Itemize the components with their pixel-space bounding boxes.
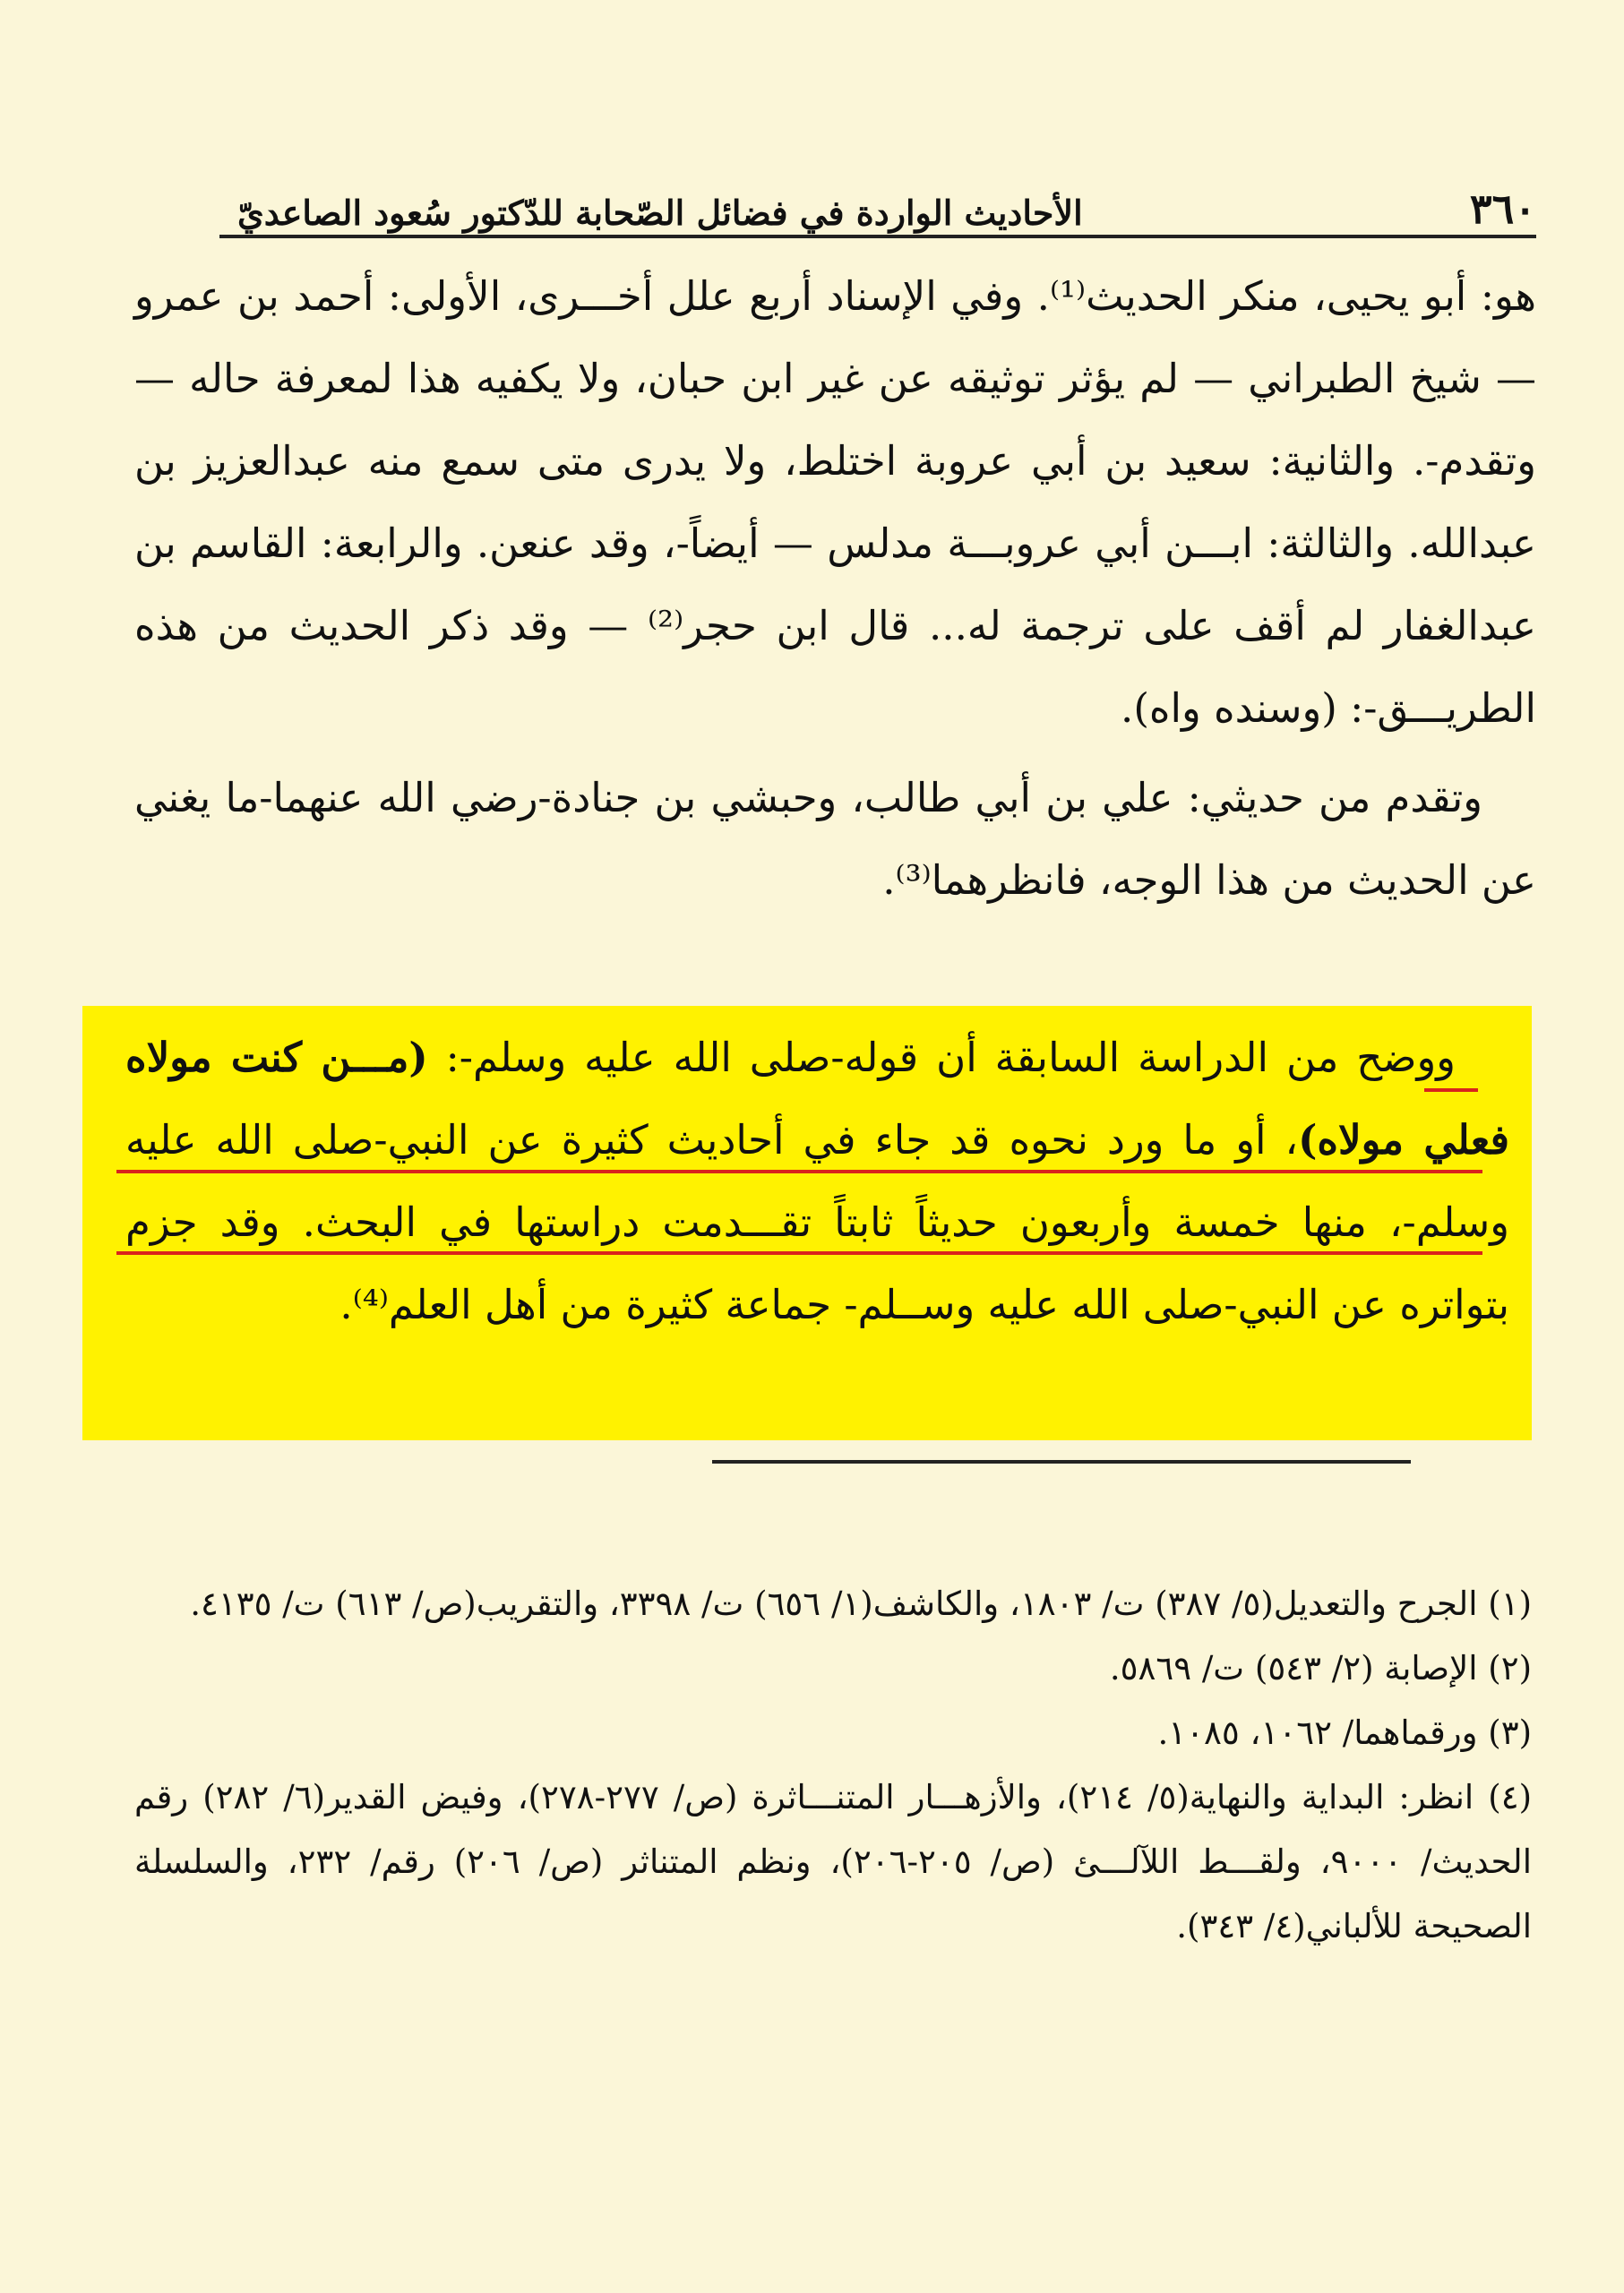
footnote-4: (٤) انظر: البداية والنهاية(٥/ ٢١٤)، والأزهـــار المتنـــاثرة (ص/ ٢٧٧-٢٧٨)، وفيض القدير(٦/ ٢٨٢) رقم الحديث/ ٩٠٠٠، ولقـــط اللآلـــئ (ص/ ٢٠٥-٢٠٦)، ونظم المتناثر (ص/ ٢٠٦) رقم/ ٢٣٢، والسلسلة الصحيحة للألباني(٤/ ٣٤٣). bbox=[134, 1778, 1532, 1945]
paragraph-1: هو: أبو يحيى، منكر الحديث⁽¹⁾. وفي الإسناد أربع علل أخـــرى، الأولى: أحمد بن عمرو — شيخ الطبراني — لم يؤثر توثيقه عن غير ابن حبان، ولا يكفيه هذا لمعرفة حاله — وتقدم-. والثانية: سعيد بن أبي عروبة اختلط، ولا يدرى متى سمع منه عبدالعزيز بن عبدالله. والثالثة: ابـــن أبي عروبـــة مدلس — أيضاً-، وقد عنعن. والرابعة: القاسم بن عبدالغفار لم أقف على ترجمة له... قال ابن حجر⁽²⁾ — وقد ذكر الحديث من هذه الطريـــق-: (وسنده واه). bbox=[134, 272, 1536, 732]
footnote-2: (٢) الإصابة (٢/ ٥٤٣) ت/ ٥٨٦٩. bbox=[1109, 1649, 1532, 1688]
page-number: ٣٦٠ bbox=[1469, 185, 1536, 233]
main-text bbox=[134, 255, 1536, 922]
paragraph-2: وتقدم من حديثي: علي بن أبي طالب، وحبشي بن جنادة-رضي الله عنهما-ما يغني عن الحديث من هذا الوجه، فانظرهما⁽³⁾. bbox=[134, 774, 1536, 904]
footnote-1: (١) الجرح والتعديل(٥/ ٣٨٧) ت/ ١٨٠٣، والكاشف(١/ ٦٥٦) ت/ ٣٣٩٨، والتقريب(ص/ ٦١٣) ت/ ٤١٣٥. bbox=[190, 1584, 1532, 1623]
highlight-text-2: ، أو ما ورد نحوه قد جاء في أحاديث كثيرة عن النبي-صلى الله عليه وسلم-، منها خمسة وأربعون حديثاً ثابتاً تقـــدمت دراستها في البحث. وقد جزم بتواتره عن النبي-صلى الله عليه وســلم- جماعة كثيرة من أهل العلم⁽⁴⁾. bbox=[125, 1116, 1509, 1328]
footnote-rule bbox=[712, 1460, 1411, 1464]
highlighted-paragraph bbox=[125, 1017, 1509, 1346]
footnote-3: (٣) ورقماهما/ ١٠٦٢، ١٠٨٥. bbox=[1157, 1713, 1532, 1752]
footnotes bbox=[134, 1572, 1532, 1959]
page-header bbox=[219, 161, 1536, 233]
running-title: الأحاديث الواردة في فضائل الصّحابة للدّكتور سُعود الصاعديّ bbox=[237, 193, 1083, 233]
highlight-text-1: ووضح من الدراسة السابقة أن قوله-صلى الله عليه وسلم-: bbox=[427, 1034, 1456, 1081]
highlight-quote: (مـــن كنت مولاه فعلي مولاه) bbox=[125, 1034, 1509, 1164]
header-rule bbox=[219, 235, 1536, 238]
